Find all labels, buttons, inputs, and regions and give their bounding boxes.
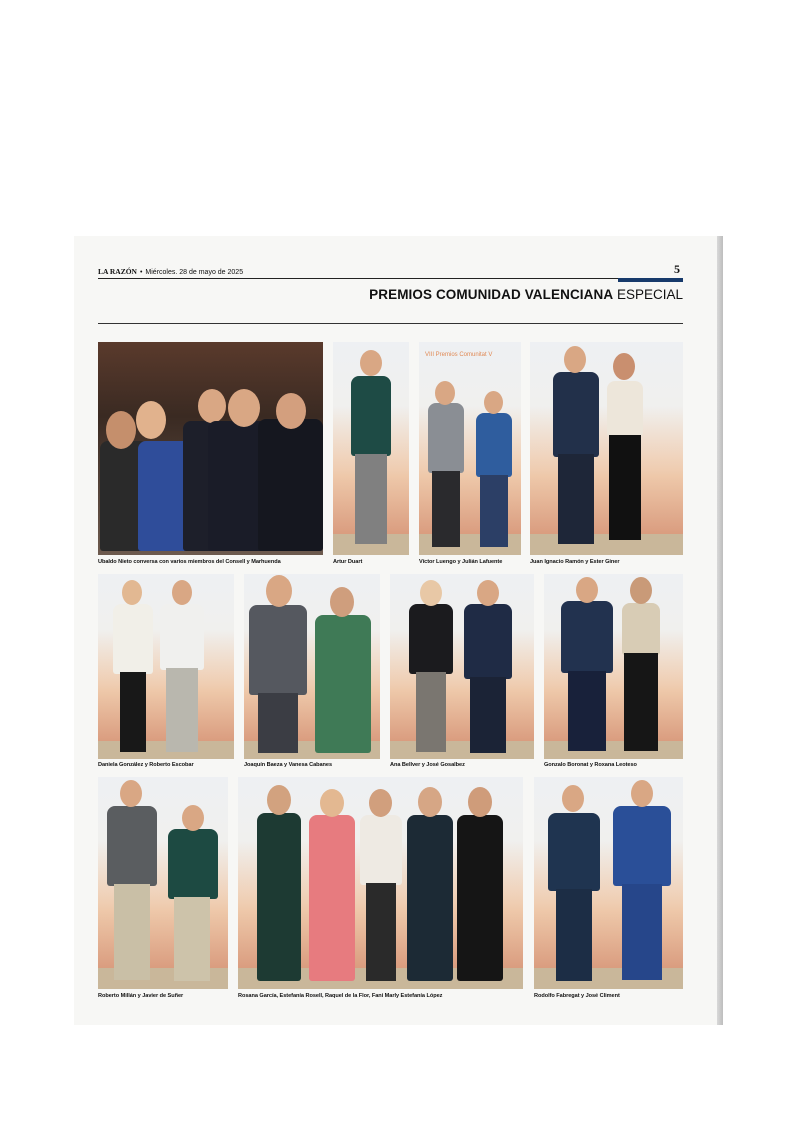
- masthead: LA RAZÓN: [98, 267, 137, 276]
- photo-ana-bellver: [390, 574, 534, 759]
- photo-group-rosana-garcia: [238, 777, 523, 989]
- photo-joaquin-baeza: [244, 574, 380, 759]
- page-body: [74, 236, 717, 1025]
- issue-date: Miércoles. 28 de mayo de 2025: [145, 269, 244, 276]
- photo-daniela-gonzalez: [98, 574, 234, 759]
- section-title: [369, 287, 683, 302]
- photo-gonzalo-boronat: [544, 574, 683, 759]
- caption-11: Rodolfo Fabregat y José Climent: [534, 993, 620, 999]
- caption-10: Rosana García, Estefanía Rosell, Raquel de la Flor, Fani Marly Estefanía López: [238, 993, 443, 999]
- section-title-light: ESPECIAL: [616, 287, 683, 302]
- page-number: 5: [674, 262, 680, 276]
- caption-5: Daniela González y Roberto Escobar: [98, 762, 194, 768]
- section-rule: [98, 323, 683, 324]
- header-separator: •: [139, 269, 143, 276]
- page-spine: [717, 236, 723, 1025]
- photo-ubaldo-nieto: [98, 342, 323, 555]
- caption-9: Roberto Millán y Javier de Suñer: [98, 993, 184, 999]
- caption-7: Ana Bellver y José Gosalbez: [390, 762, 465, 768]
- caption-1: Ubaldo Nieto conversa con varios miembros del Consell y Marhuenda: [98, 559, 281, 565]
- caption-3: Víctor Luengo y Julián Lafuente: [419, 559, 503, 565]
- photo-roberto-millan: [98, 777, 228, 989]
- page-header-left: [98, 267, 243, 276]
- header-accent-bar: [618, 278, 683, 282]
- newspaper-page: [74, 236, 722, 1025]
- caption-8: Gonzalo Boronat y Roxana Leoteso: [544, 762, 637, 768]
- photo-rodolfo-fabregat: [534, 777, 683, 989]
- backdrop-text: VIII Premios Comunitat V: [425, 352, 493, 358]
- caption-6: Joaquín Baeza y Vanesa Cabanes: [244, 762, 333, 768]
- caption-4: Juan Ignacio Ramón y Ester Giner: [530, 559, 620, 565]
- photo-artur-duart: [333, 342, 409, 555]
- photo-juan-ignacio-ramon: [530, 342, 683, 555]
- section-title-bold: PREMIOS COMUNIDAD VALENCIANA: [369, 287, 614, 302]
- caption-2: Artur Duart: [333, 559, 363, 565]
- header-rule: [98, 278, 683, 279]
- photo-victor-luengo: [419, 342, 521, 555]
